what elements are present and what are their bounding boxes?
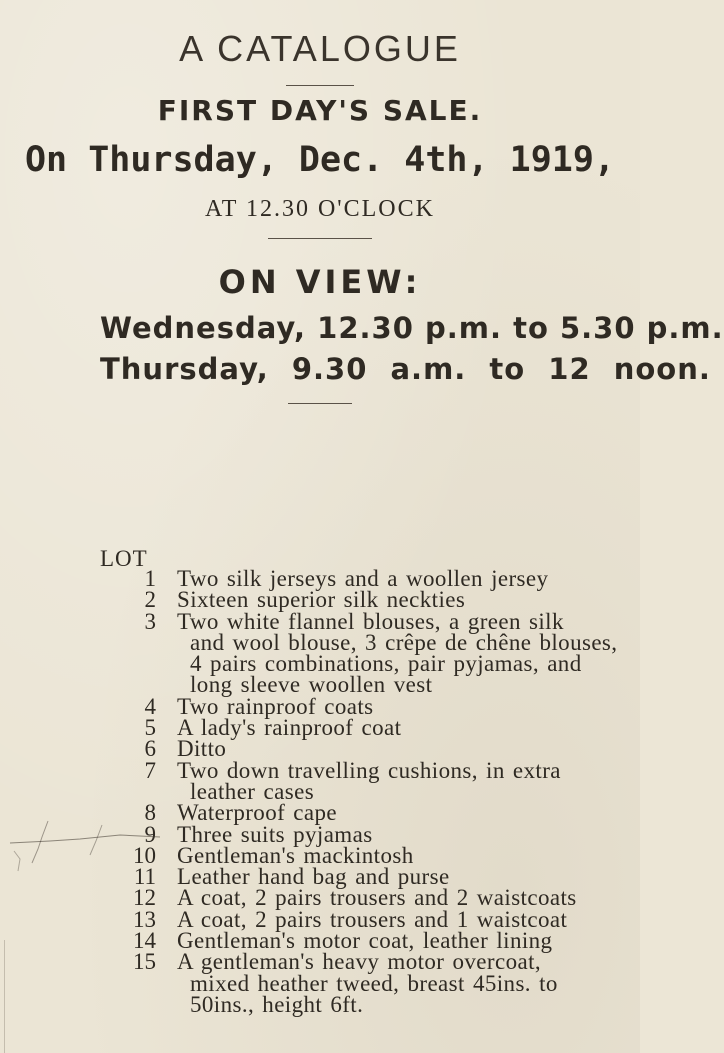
view-divider (288, 403, 352, 404)
lot-number: 3 (144, 608, 156, 634)
lot-description-line: A lady's rainproof coat (177, 715, 402, 741)
lot-number: 14 (133, 928, 156, 954)
lot-number: 1 (144, 566, 156, 591)
lot-description-line: long sleeve woollen vest (190, 672, 433, 698)
sale-time: AT 12.30 O'CLOCK (205, 196, 435, 222)
lot-item (0, 928, 640, 954)
view-times-wednesday: Wednesday, 12.30 p.m. to 5.30 p.m. (100, 311, 724, 345)
lot-description-line: 4 pairs combinations, pair pyjamas, and (190, 651, 582, 677)
lot-description (177, 928, 553, 954)
lot-description (177, 800, 552, 826)
lot-item (0, 736, 640, 762)
lot-description (177, 821, 552, 847)
lot-description-line: 50ins., height 6ft. (190, 991, 364, 1017)
lot-number: 6 (144, 736, 156, 762)
catalogue-title: A CATALOGUE (179, 28, 461, 69)
lot-number: 5 (144, 715, 156, 741)
lot-item (0, 821, 640, 847)
lot-description (177, 736, 552, 762)
lot-number: 11 (133, 864, 156, 890)
lot-description (177, 885, 577, 911)
lot-number: 8 (144, 800, 156, 826)
lot-description-line: Gentleman's motor coat, leather lining (177, 928, 553, 954)
lot-description (177, 949, 558, 1017)
lot-item (0, 608, 640, 698)
lot-number: 12 (133, 885, 156, 911)
lot-description-line: Sixteen superior silk neckties (177, 587, 466, 613)
view-times-thursday: Thursday, 9.30 a.m. to 12 noon. (100, 352, 711, 386)
lot-item (0, 587, 640, 613)
lot-description (177, 906, 568, 932)
lot-item (0, 885, 640, 911)
lot-description (177, 842, 552, 868)
sale-subtitle: FIRST DAY'S SALE. (157, 94, 483, 127)
lot-description (177, 568, 552, 589)
lot-number: 2 (144, 587, 156, 613)
lot-description-line: A coat, 2 pairs trousers and 1 waistcoat (177, 906, 568, 932)
lot-item (0, 800, 640, 826)
lot-description-line: Ditto (177, 736, 227, 762)
paper-edge-mark (4, 940, 5, 1053)
lot-description-line: Three suits pyjamas (177, 821, 373, 847)
lot-number: 10 (133, 842, 156, 868)
lot-number: 7 (144, 757, 156, 783)
lot-item (0, 715, 640, 741)
lot-description (177, 587, 552, 613)
lot-column-heading: LOT (100, 546, 148, 571)
lot-description-line: Two white flannel blouses, a green silk (177, 608, 564, 634)
lot-item (0, 951, 640, 1015)
lot-item (0, 757, 640, 804)
lot-number: 15 (133, 949, 156, 975)
sale-date: On Thursday, Dec. 4th, 1919, (24, 140, 615, 180)
lot-item (0, 864, 640, 890)
lot-description-line: A gentleman's heavy motor overcoat, (177, 949, 542, 975)
lot-description (177, 864, 552, 890)
lot-description-line: Waterproof cape (177, 800, 338, 826)
lot-description (177, 757, 561, 804)
lot-description-line: Gentleman's mackintosh (177, 842, 414, 868)
lot-description (177, 715, 552, 741)
lot-number: 4 (144, 693, 156, 719)
lot-item (0, 693, 640, 719)
lot-description (177, 693, 552, 719)
lot-description-line: A coat, 2 pairs trousers and 2 waistcoats (177, 885, 577, 911)
lot-number: 13 (133, 906, 156, 932)
lot-item (0, 842, 640, 868)
lot-list (0, 568, 640, 1015)
lot-item (0, 906, 640, 932)
lot-description-line: leather cases (190, 778, 315, 804)
lot-description-line: mixed heather tweed, breast 45ins. to (190, 970, 558, 996)
lot-number: 9 (144, 821, 156, 847)
lot-item (0, 568, 640, 589)
on-view-heading: ON VIEW: (218, 263, 422, 301)
title-divider (286, 85, 354, 86)
time-divider (268, 238, 372, 239)
lot-description (177, 608, 618, 698)
lot-description-line: Leather hand bag and purse (177, 864, 450, 890)
lot-description-line: Two down travelling cushions, in extra (177, 757, 561, 783)
lot-description-line: and wool blouse, 3 crêpe de chêne blouses, (190, 629, 618, 655)
lot-description-line: Two silk jerseys and a woollen jersey (177, 566, 549, 591)
lot-description-line: Two rainproof coats (177, 693, 374, 719)
